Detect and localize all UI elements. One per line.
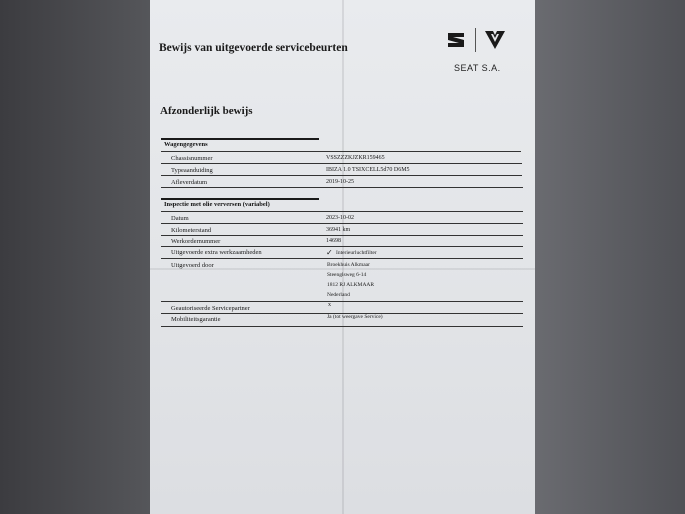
background-right	[535, 0, 685, 514]
row-divider	[161, 151, 521, 152]
work-order-value: 14698	[326, 238, 341, 244]
dealer-name: Broekhuis Alkmaar	[327, 262, 370, 268]
dealer-street: Steenglsweg 6-14	[327, 272, 367, 278]
background-left	[0, 0, 150, 514]
service-partner-label: Geautoriseerde Servicepartner	[171, 305, 250, 312]
service-date-value: 2023-10-02	[326, 215, 354, 221]
seat-logo-icon	[446, 31, 466, 49]
row-divider	[161, 187, 523, 188]
delivery-date-label: Afleverdatum	[171, 179, 208, 186]
service-date-label: Datum	[171, 215, 189, 222]
mobility-guarantee-value: Ja (tot weergave Service)	[327, 314, 383, 320]
row-divider	[161, 235, 523, 236]
logo-divider	[475, 28, 476, 52]
type-value: IBIZA 1.0 TSIXCELL5d70 D6M5	[326, 167, 410, 173]
document-subtitle: Afzonderlijk bewijs	[160, 105, 253, 117]
document-title: Bewijs van uitgevoerde servicebeurten	[159, 42, 348, 54]
chassis-value: VSSZZZKJZKR159465	[326, 155, 385, 161]
delivery-date-value: 2019-10-25	[326, 179, 354, 185]
section-inspection-heading: Inspectie met olie verversen (variabel)	[164, 201, 270, 208]
row-divider	[161, 258, 523, 259]
section-vehicle-heading: Wagengegevens	[164, 141, 208, 148]
row-divider	[161, 163, 522, 164]
cupra-logo-icon	[484, 30, 506, 50]
extra-work-label: Uitgevoerde extra werkzaamheden	[171, 249, 262, 256]
row-divider	[161, 246, 523, 247]
row-divider	[161, 326, 523, 327]
row-divider	[161, 223, 523, 224]
mileage-label: Kilometerstand	[171, 227, 212, 234]
dealer-city: 1812 RJ ALKMAAR	[327, 282, 375, 288]
mileage-value: 36941 km	[326, 227, 351, 233]
type-label: Typeaanduiding	[171, 167, 213, 174]
service-partner-value: x	[328, 302, 331, 308]
dealer-country: Nederland	[327, 292, 350, 298]
brand-name: SEAT S.A.	[454, 63, 501, 73]
performed-by-label: Uitgevoerd door	[171, 262, 214, 269]
paper-fold-vertical	[342, 0, 344, 514]
row-divider	[161, 175, 522, 176]
checkmark-icon: ✓	[326, 248, 333, 257]
section-rule	[161, 198, 319, 200]
chassis-label: Chassisnummer	[171, 155, 213, 162]
work-order-label: Werkordernummer	[171, 238, 221, 245]
mobility-guarantee-label: Mobiliteitsgarantie	[171, 316, 221, 323]
row-divider	[161, 301, 523, 302]
section-rule	[161, 138, 319, 140]
row-divider	[161, 211, 523, 212]
extra-work-value: Interieurluchtfilter	[336, 250, 377, 256]
